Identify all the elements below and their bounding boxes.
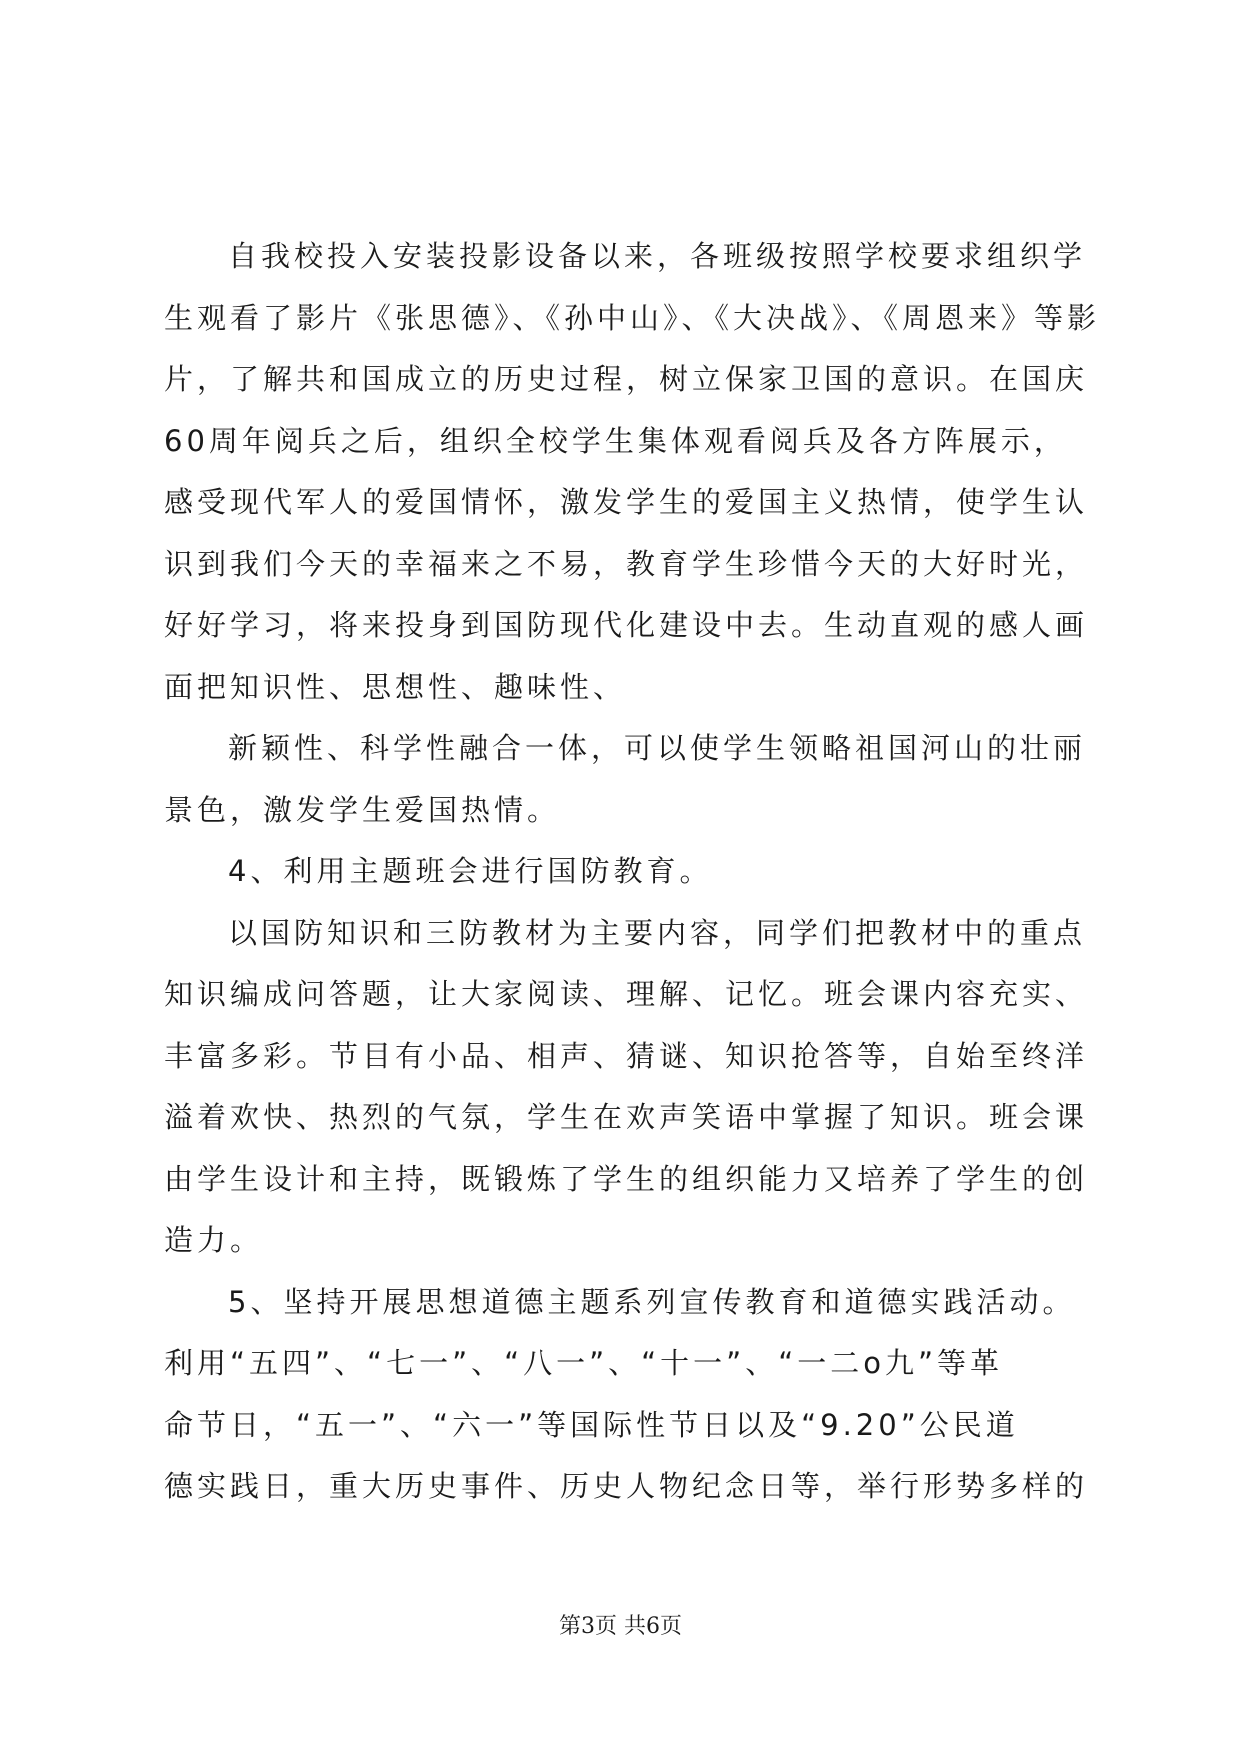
page-number-footer: 第3页 共6页 [559,1614,682,1639]
text-line: 以国防知识和三防教材为主要内容，同学们把教材中的重点 [228,915,1087,950]
text-line: 知识编成问答题，让大家阅读、理解、记忆。班会课内容充实、 [164,977,1089,1011]
text-line: 好好学习，将来投身到国防现代化建设中去。生动直观的感人画 [164,608,1089,642]
body-text [164,226,1101,1518]
text-line: 60周年阅兵之后，组织全校学生集体观看阅兵及各方阵展示， [164,423,1067,458]
text-line: 景色，激发学生爱国热情。 [164,792,561,827]
text-line: 丰富多彩。节目有小品、相声、猜谜、知识抢答等，自始至终洋 [164,1038,1089,1073]
text-line: 感受现代军人的爱国情怀，激发学生的爱国主义热情，使学生认 [164,485,1089,519]
section-heading: 5、坚持开展思想道德主题系列宣传教育和道德实践活动。 [228,1284,1076,1319]
section-heading: 4、利用主题班会进行国防教育。 [228,854,713,888]
text-line: 溢着欢快、热烈的气氛，学生在欢声笑语中掌握了知识。班会课 [164,1100,1089,1134]
text-line: 利用“五四”、“七一”、“八一”、“十一”、“一二ο九”等革 [164,1346,1003,1380]
text-line: 识到我们今天的幸福来之不易，教育学生珍惜今天的大好时光， [164,546,1089,581]
text-line: 自我校投入安装投影设备以来，各班级按照学校要求组织学 [228,239,1087,273]
text-line: 生观看了影片《张思德》、《孙中山》、《大决战》、《周恩来》等影 [164,300,1101,335]
text-line: 新颖性、科学性融合一体，可以使学生领略祖国河山的壮丽 [228,731,1087,765]
text-line: 片，了解共和国成立的历史过程，树立保家卫国的意识。在国庆 [164,362,1089,396]
text-line: 造力。 [164,1223,264,1257]
text-line: 命节日，“五一”、“六一”等国际性节日以及“9.20”公民道 [164,1407,1019,1442]
text-line: 由学生设计和主持，既锻炼了学生的组织能力又培养了学生的创 [164,1161,1089,1196]
text-line: 面把知识性、思想性、趣味性、 [164,669,627,704]
text-line: 德实践日，重大历史事件、历史人物纪念日等，举行形势多样的 [164,1469,1089,1503]
